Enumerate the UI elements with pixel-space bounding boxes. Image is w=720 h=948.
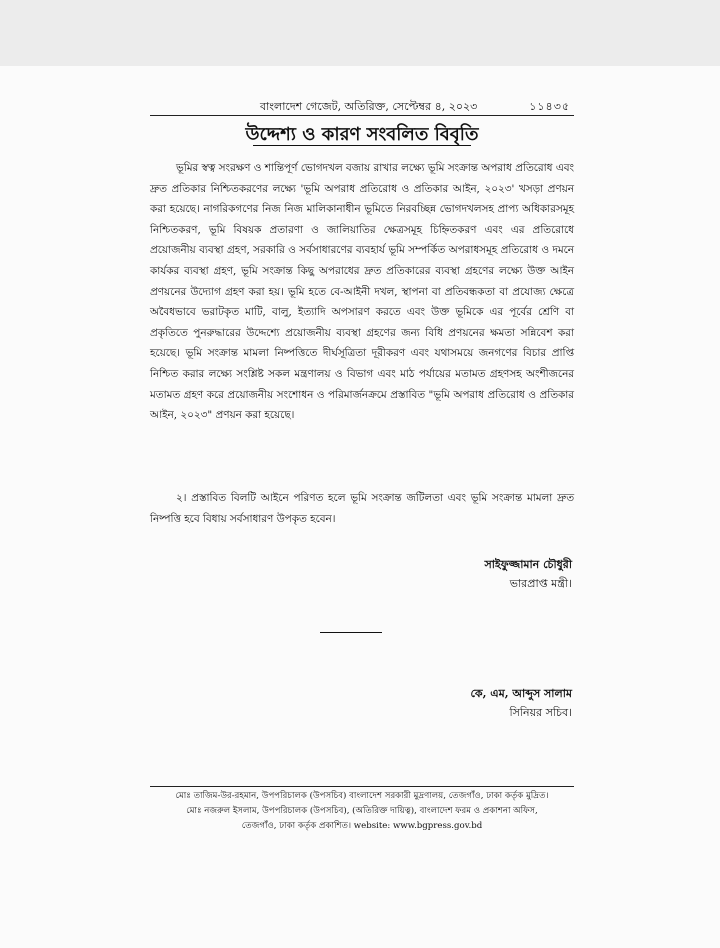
signatory-designation: ভারপ্রাপ্ত মন্ত্রী। — [509, 577, 572, 590]
printer-footer — [150, 789, 574, 834]
page-number: ১১৪৩৫ — [529, 100, 570, 113]
footer-line: মোঃ তাজিম-উর-রহমান, উপপরিচালক (উপসচিব) বাংলাদেশ সরকারী মুদ্রণালয়, তেজগাঁও, ঢাকা কর্তৃক মুদ্রিত। — [175, 791, 549, 801]
separator-line — [320, 632, 382, 633]
signature-block-secretary — [470, 684, 572, 722]
signature-block-minister — [484, 555, 572, 593]
signatory-name: সাইফুজ্জামান চৌধুরী — [484, 558, 572, 571]
document-title: উদ্দেশ্য ও কারণ সংবলিত বিবৃতি — [245, 124, 479, 145]
footer-line: তেজগাঁও, ঢাকা কর্তৃক প্রকাশিত। website: www.bgpress.gov.bd — [241, 821, 483, 831]
signatory-name: কে, এম, আব্দুস সালাম — [470, 687, 572, 700]
footer-line: মোঃ নজরুল ইসলাম, উপপরিচালক (উপসচিব), (অতিরিক্ত দায়িত্ব), বাংলাদেশ ফরম ও প্রকাশনা অফিস, — [186, 806, 538, 816]
body-paragraph-1: ভূমির স্বত্ব সংরক্ষণ ও শান্তিপূর্ণ ভোগদখল বজায় রাখার লক্ষ্যে ভূমি সংক্রান্ত অপরাধ প্রতিরোধ এবং দ্রুত প্রতিকার নিশ্চিতকরণের লক্ষ্যে 'ভূমি অপরাধ প্রতিরোধ ও প্রতিকার আইন, ২০২৩' খসড়া প্রণয়ন করা হয়েছে। নাগরিকগণের নিজ নিজ মালিকানাধীন ভূমিতে নিরবচ্ছিন্ন ভোগদখলসহ প্রাপ্য অধিকারসমূহ নিশ্চিতকরণ, ভূমি বিষয়ক প্রতারণা ও জালিয়াতির ক্ষেত্রসমূহ চিহ্নিতকরণ এবং এর প্রতিরোধে প্রয়োজনীয় ব্যবস্থা গ্রহণ, সরকারি ও সর্বসাধারণের ব্যবহার্য ভূমি সম্পর্কিত অপরাধসমূহ প্রতিরোধ ও দমনে কার্যকর ব্যবস্থা গ্রহণ, ভূমি সংক্রান্ত কিছু অপরাধের দ্রুত প্রতিকারের ব্যবস্থা গ্রহণের লক্ষ্যে উক্ত আইন প্রণয়নের উদ্যোগ গ্রহণ করা হয়। ভূমি হতে বে-আইনী দখল, স্থাপনা বা প্রতিবন্ধকতা বা প্রযোজ্য ক্ষেত্রে অবৈধভাবে ভরাটকৃত মাটি, বালু, ইত্যাদি অপসারণ করতে এবং উক্ত ভূমিকে এর পূর্বের শ্রেণি বা প্রকৃতিতে পুনরুদ্ধারের উদ্দেশ্যে প্রয়োজনীয় ব্যবস্থা গ্রহণের জন্য বিধি প্রণয়নের ক্ষমতা সন্নিবেশ করা হয়েছে। ভূমি সংক্রান্ত মামলা নিষ্পত্তিতে দীর্ঘসূত্রিতা দূরীকরণ এবং যথাসময়ে জনগণের বিচার প্রাপ্তি নিশ্চিত করার লক্ষ্যে সংশ্লিষ্ট সকল মন্ত্রণালয় ও বিভাগ এবং মাঠ পর্যায়ের মতামত গ্রহণসহ অংশীজনের মতামত গ্রহণ করে প্রয়োজনীয় সংশোধন ও পরিমার্জনক্রমে প্রস্তাবিত "ভূমি অপরাধ প্রতিরোধ ও প্রতিকার আইন, ২০২৩" প্রণয়ন করা হয়েছে। — [150, 162, 574, 422]
title-underline — [253, 145, 471, 146]
footer-divider — [150, 786, 574, 787]
page-header — [150, 96, 570, 116]
signatory-designation: সিনিয়র সচিব। — [509, 706, 572, 719]
body-paragraph-2: ২। প্রস্তাবিত বিলটি আইনে পরিণত হলে ভূমি সংক্রান্ত জটিলতা এবং ভূমি সংক্রান্ত মামলা দ্রুত নিষ্পত্তি হবে বিধায় সর্বসাধারণ উপকৃত হবেন। — [150, 492, 574, 525]
header-divider — [150, 115, 574, 116]
gazette-header-line: বাংলাদেশ গেজেট, অতিরিক্ত, সেপ্টেম্বর ৪, ২০২৩ — [260, 100, 478, 113]
